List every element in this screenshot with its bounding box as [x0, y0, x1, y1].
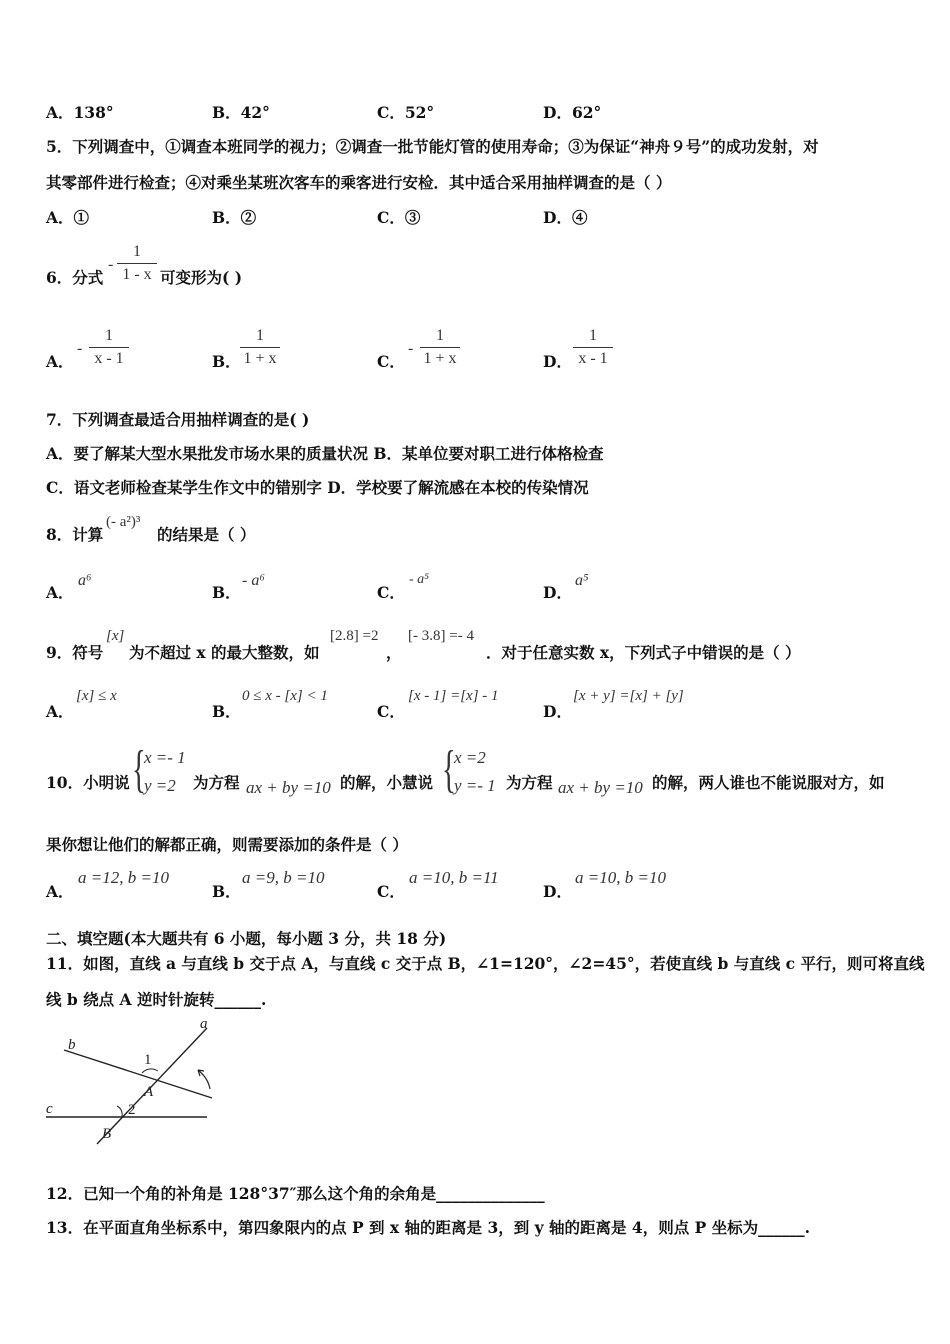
q10-stem-line2: 果你想让他们的解都正确，则需要添加的条件是（ ） — [46, 835, 408, 854]
q6-option-a-fraction — [89, 325, 129, 370]
q9-label-b: B． — [212, 702, 241, 721]
q6-c-neg: - — [408, 340, 414, 357]
q6-label-d: D． — [543, 352, 572, 371]
label-c: c — [46, 1101, 53, 1117]
q4-option-c: C．52° — [377, 103, 435, 122]
q10-s1-row1: x =- 1 — [144, 748, 186, 767]
q5-option-d: D．④ — [543, 208, 588, 227]
q8-suffix: 的结果是（ ） — [157, 525, 256, 544]
q8-option-d: a⁵ — [575, 572, 589, 589]
q10-s2-row2: y =- 1 — [454, 776, 496, 795]
q7-options-ab: A．要了解某大型水果批发市场水果的质量状况 B．某单位要对职工进行体格检查 — [46, 444, 604, 463]
q6-expr-neg: - — [108, 256, 114, 273]
q8-label-d: D． — [543, 583, 572, 602]
q5-stem-line2: 其零部件进行检查；④对乘坐某班次客车的乘客进行安检．其中适合采用抽样调查的是（ ） — [46, 173, 672, 192]
q6-c-num: 1 — [420, 325, 460, 348]
q6-expr-fraction — [117, 241, 157, 286]
q9-option-b: 0 ≤ x - [x] < 1 — [242, 688, 328, 704]
q9-prefix: 9．符号 — [46, 643, 104, 662]
q10-label-b: B． — [212, 882, 241, 901]
line-b — [64, 1050, 212, 1098]
q10-label-d: D． — [543, 882, 572, 901]
rotation-arrow — [198, 1070, 210, 1089]
q6-option-c-fraction — [420, 325, 460, 370]
q6-d-den: x - 1 — [578, 350, 608, 367]
q6-d-num: 1 — [573, 325, 613, 348]
q6-a-num: 1 — [89, 325, 129, 348]
q6-suffix: 可变形为( ) — [160, 268, 243, 287]
q6-a-neg: - — [77, 340, 83, 357]
q6-option-d-fraction — [573, 325, 613, 370]
q13-stem: 13．在平面直角坐标系中，第四象限内的点 P 到 x 轴的距离是 3，到 y 轴的距离是 4，则点 P 坐标为______. — [46, 1218, 811, 1237]
q10-mid4: 的解，两人谁也不能说服对方，如 — [652, 773, 885, 792]
q6-b-num: 1 — [240, 325, 280, 348]
q6-b-den: 1 + x — [243, 350, 277, 367]
q11-stem-line1: 11．如图，直线 a 与直线 b 交于点 A，与直线 c 交于点 B，∠1=120°，∠2=45°，若使直线 b 与直线 c 平行，则可将直线 — [46, 954, 925, 973]
q9-comma: ， — [386, 643, 402, 662]
q8-option-c: - a⁵ — [409, 572, 430, 587]
label-angle-2: 2 — [128, 1102, 136, 1118]
q9-option-d: [x + y] =[x] + [y] — [573, 688, 684, 704]
q10-brace-2: { — [442, 741, 456, 798]
q10-mid1: 为方程 — [193, 773, 240, 792]
q5-option-b: B．② — [212, 208, 257, 227]
q12-stem: 12．已知一个角的补角是 128°37″那么这个角的余角是______________ — [46, 1184, 545, 1203]
q6-label-c: C． — [377, 352, 405, 371]
label-b: b — [68, 1037, 76, 1053]
q9-option-c: [x - 1] =[x] - 1 — [408, 688, 499, 704]
q10-label-a: A． — [46, 882, 74, 901]
q6-a-den: x - 1 — [94, 350, 124, 367]
q8-option-a: a⁶ — [78, 572, 92, 589]
q9-symbol: [x] — [106, 628, 125, 644]
q8-expression: (- a²)³ — [106, 514, 141, 530]
q8-prefix: 8．计算 — [46, 525, 104, 544]
q7-stem: 7．下列调查最适合用抽样调查的是( ) — [46, 410, 310, 429]
q8-label-a: A． — [46, 583, 74, 602]
q10-system-1 — [132, 741, 192, 804]
label-angle-1: 1 — [144, 1052, 152, 1068]
q6-expr-num: 1 — [117, 241, 157, 264]
q9-label-a: A． — [46, 702, 74, 721]
q7-options-cd: C．语文老师检查某学生作文中的错别字 D．学校要了解流感在本校的传染情况 — [46, 478, 589, 497]
q10-system-2 — [442, 741, 504, 804]
q6-expr-den: 1 - x — [122, 266, 152, 283]
q8-option-b: - a⁶ — [242, 572, 265, 589]
q4-option-d: D．62° — [543, 103, 602, 122]
q10-mid2: 的解，小慧说 — [340, 773, 434, 792]
q8-label-b: B． — [212, 583, 241, 602]
q10-label-c: C． — [377, 882, 405, 901]
q6-c-den: 1 + x — [423, 350, 457, 367]
q10-equation-1: ax + by =10 — [246, 778, 331, 797]
q11-figure — [42, 1016, 222, 1150]
q9-label-c: C． — [377, 702, 405, 721]
q9-label-d: D． — [543, 702, 572, 721]
q10-mid3: 为方程 — [506, 773, 553, 792]
q10-option-b: a =9, b =10 — [242, 868, 325, 887]
q10-s2-row1: x =2 — [454, 748, 486, 767]
q9-example-2: [- 3.8] =- 4 — [408, 628, 474, 644]
q9-tail: ．对于任意实数 x，下列式子中错误的是（ ） — [486, 643, 801, 662]
q10-option-a: a =12, b =10 — [78, 868, 169, 887]
q6-option-b-fraction — [240, 325, 280, 370]
q10-prefix: 10．小明说 — [46, 773, 130, 792]
q5-stem-line1: 5．下列调查中，①调查本班同学的视力；②调查一批节能灯管的使用寿命；③为保证“神舟９号”的成功发射，对 — [46, 137, 819, 156]
q9-mid: 为不超过 x 的最大整数，如 — [129, 643, 320, 662]
q10-option-d: a =10, b =10 — [575, 868, 666, 887]
q10-brace-1: { — [132, 741, 146, 798]
label-point-a: A — [144, 1084, 154, 1100]
q4-option-b: B．42° — [212, 103, 270, 122]
angle-2-arc — [117, 1106, 122, 1117]
q10-equation-2: ax + by =10 — [558, 778, 643, 797]
q6-label-a: A． — [46, 352, 74, 371]
q5-option-a: A．① — [46, 208, 90, 227]
q5-option-c: C．③ — [377, 208, 421, 227]
q11-stem-line2: 线 b 绕点 A 逆时针旋转______. — [46, 990, 267, 1009]
q9-option-a: [x] ≤ x — [76, 688, 117, 704]
label-a: a — [200, 1016, 208, 1032]
angle-1-arc — [142, 1069, 158, 1073]
q10-s1-row2: y =2 — [144, 776, 176, 795]
q9-example-1: [2.8] =2 — [330, 628, 379, 644]
q4-option-a: A．138° — [46, 103, 114, 122]
q6-label-b: B． — [212, 352, 241, 371]
label-point-b: B — [102, 1126, 112, 1142]
q6-prefix: 6．分式 — [46, 268, 104, 287]
q10-option-c: a =10, b =11 — [409, 868, 499, 887]
section-2-heading: 二、填空题(本大题共有 6 小题，每小题 3 分，共 18 分) — [46, 929, 447, 948]
q8-label-c: C． — [377, 583, 405, 602]
